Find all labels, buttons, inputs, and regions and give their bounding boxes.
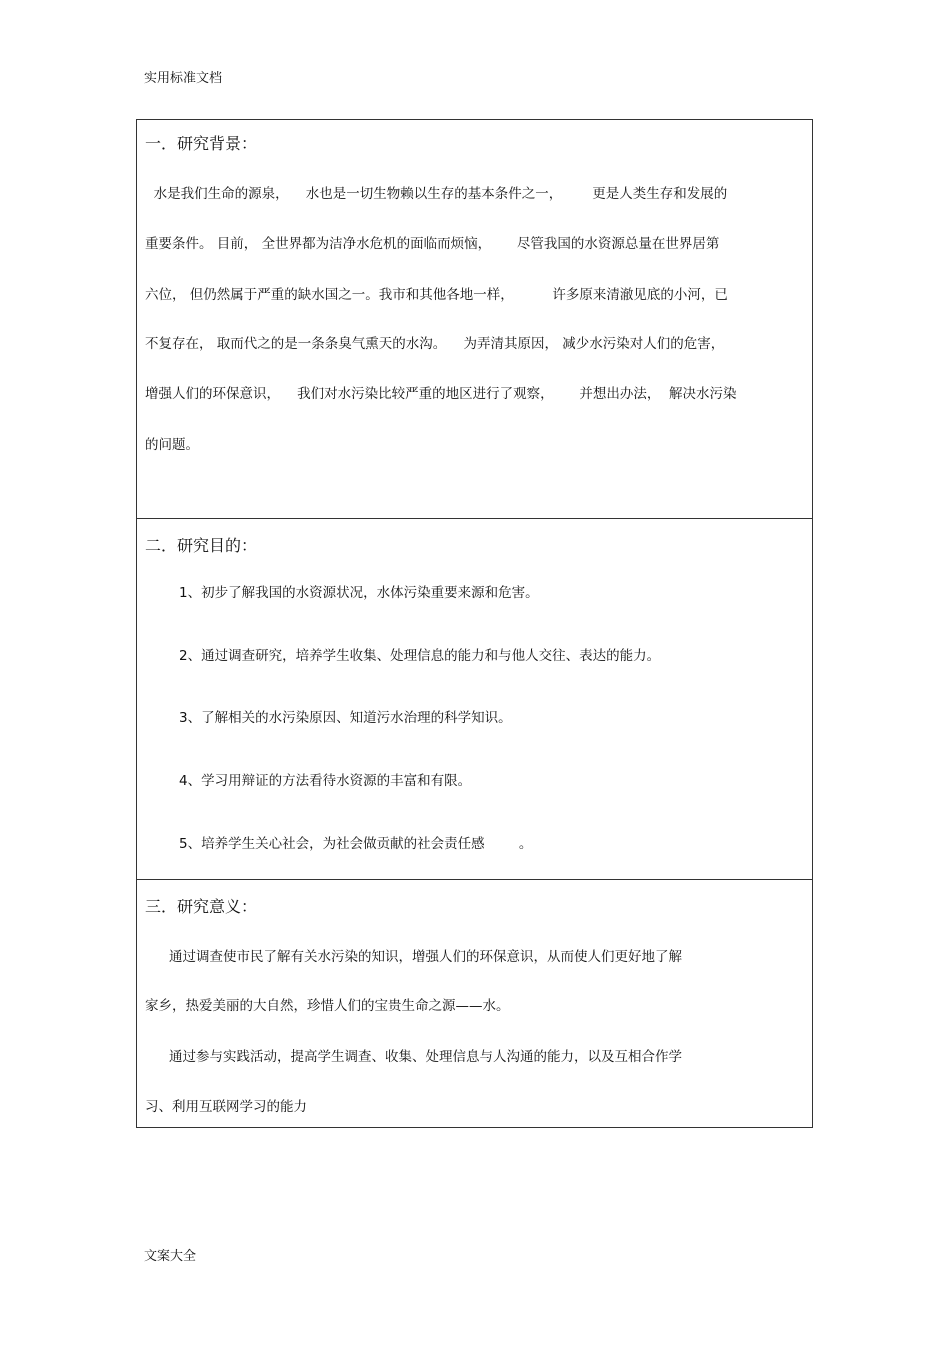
section-research-background — [137, 120, 812, 518]
paragraph-line: 的问题。 — [145, 437, 199, 453]
paragraph-line: 习、利用互联网学习的能力 — [145, 1099, 307, 1115]
paragraph-line: 不复存在， 取而代之的是一条条臭气熏天的水沟。 为弄清其原因， 减少水污染对人们的危害， — [145, 336, 725, 352]
paragraph-line: 增强人们的环保意识， 我们对水污染比较严重的地区进行了观察， 并想出办法， 解决水污染 — [145, 386, 737, 402]
section-heading: 二．研究目的： — [145, 536, 258, 555]
section-heading: 三．研究意义： — [145, 897, 258, 916]
list-item: 4、学习用辩证的方法看待水资源的丰富和有限。 — [179, 773, 472, 789]
list-item: 2、通过调查研究，培养学生收集、处理信息的能力和与他人交往、表达的能力。 — [179, 648, 661, 664]
section-research-goals — [137, 518, 812, 879]
page-footer: 文案大全 — [144, 1249, 197, 1264]
list-item: 3、了解相关的水污染原因、知道污水治理的科学知识。 — [179, 710, 512, 726]
paragraph-line: 通过调查使市民了解有关水污染的知识，增强人们的环保意识，从而使人们更好地了解 — [169, 949, 682, 965]
paragraph-line: 水是我们生命的源泉， 水也是一切生物赖以生存的基本条件之一， 更是人类生存和发展的 — [145, 186, 728, 202]
paragraph-line: 重要条件。 目前， 全世界都为洁净水危机的面临而烦恼， 尽管我国的水资源总量在世界居第 — [145, 236, 720, 252]
list-item: 1、初步了解我国的水资源状况，水体污染重要来源和危害。 — [179, 585, 539, 601]
section-research-significance — [137, 879, 812, 1127]
list-item: 5、培养学生关心社会，为社会做贡献的社会责任感 。 — [179, 836, 533, 852]
paragraph-line: 通过参与实践活动，提高学生调查、收集、处理信息与人沟通的能力，以及互相合作学 — [169, 1049, 682, 1065]
paragraph-line: 家乡，热爱美丽的大自然，珍惜人们的宝贵生命之源——水。 — [145, 998, 510, 1014]
page-header: 实用标准文档 — [144, 71, 223, 86]
section-heading: 一．研究背景： — [145, 134, 258, 153]
document-table — [136, 119, 813, 1128]
paragraph-line: 六位， 但仍然属于严重的缺水国之一。我市和其他各地一样， 许多原来清澈见底的小河，已 — [145, 287, 728, 303]
